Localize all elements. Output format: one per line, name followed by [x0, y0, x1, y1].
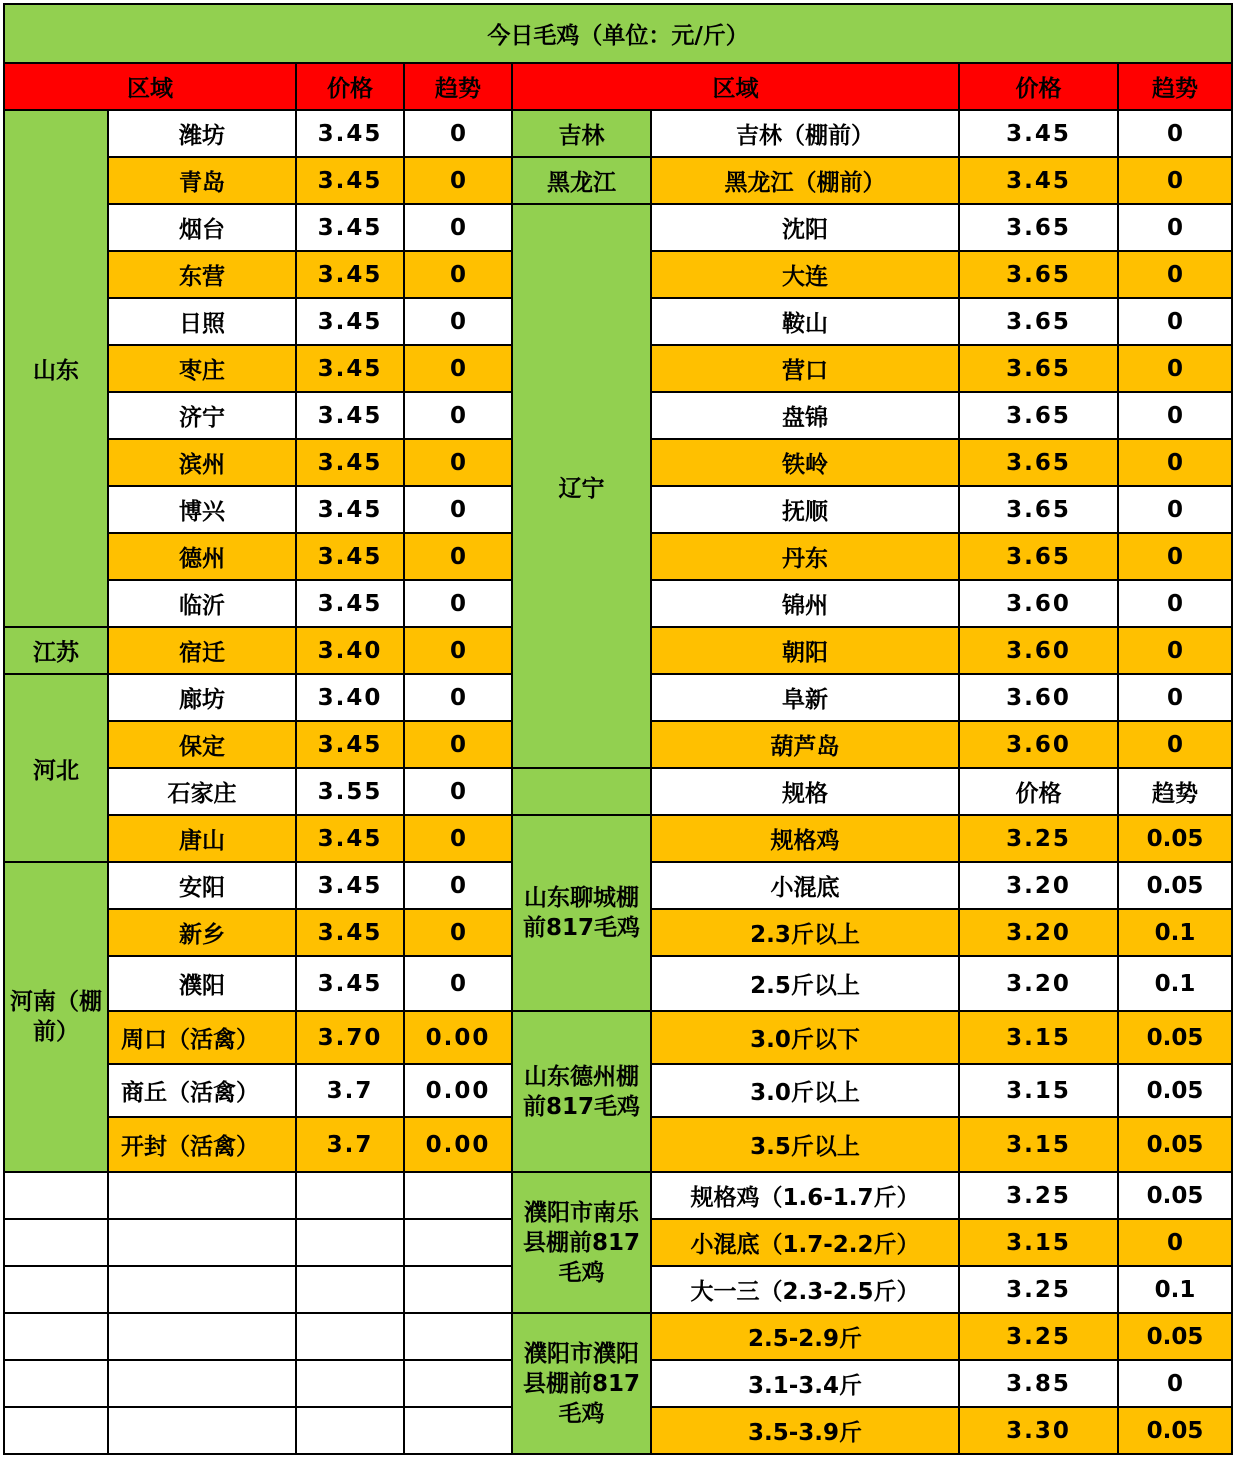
price-cell: 3.45 [296, 439, 404, 486]
table-row [4, 1011, 1232, 1064]
empty-cell [404, 1266, 512, 1313]
trend-cell: 0 [404, 533, 512, 580]
empty-cell [404, 1313, 512, 1360]
price-cell: 3.70 [296, 1011, 404, 1064]
province-cell: 河北 [4, 674, 108, 862]
trend-cell: 0 [404, 157, 512, 204]
trend-cell: 0 [404, 674, 512, 721]
price-cell: 3.45 [296, 862, 404, 909]
trend-cell: 0.05 [1118, 1064, 1232, 1117]
city-cell: 开封（活禽） [108, 1117, 296, 1172]
city-cell: 滨州 [108, 439, 296, 486]
region-cell: 山东聊城棚前817毛鸡 [512, 815, 651, 1011]
trend-cell: 0 [404, 110, 512, 157]
city-cell: 沈阳 [651, 204, 959, 251]
price-cell: 3.45 [296, 345, 404, 392]
city-cell: 阜新 [651, 674, 959, 721]
price-cell: 3.45 [296, 298, 404, 345]
province-cell: 河南（棚前） [4, 862, 108, 1172]
trend-cell: 0 [1118, 1360, 1232, 1407]
region-cell: 濮阳市南乐县棚前817毛鸡 [512, 1172, 651, 1313]
table-row [4, 815, 1232, 862]
trend-cell: 0 [1118, 298, 1232, 345]
price-cell: 3.25 [959, 1172, 1118, 1219]
price-cell: 3.20 [959, 862, 1118, 909]
trend-cell: 0 [404, 392, 512, 439]
empty-cell [404, 1172, 512, 1219]
city-cell: 日照 [108, 298, 296, 345]
empty-cell [4, 1266, 108, 1313]
price-cell: 3.45 [959, 157, 1118, 204]
city-cell: 潍坊 [108, 110, 296, 157]
trend-cell: 0 [1118, 251, 1232, 298]
spec-cell: 大一三（2.3-2.5斤） [651, 1266, 959, 1313]
trend-cell: 0 [404, 862, 512, 909]
price-cell: 3.45 [296, 110, 404, 157]
header-right-region: 区域 [512, 63, 959, 110]
price-cell: 3.45 [296, 815, 404, 862]
table-row [4, 768, 1232, 815]
trend-cell: 0.1 [1118, 1266, 1232, 1313]
city-cell: 鞍山 [651, 298, 959, 345]
price-cell: 3.7 [296, 1117, 404, 1172]
price-cell: 3.45 [296, 580, 404, 627]
price-cell: 3.15 [959, 1011, 1118, 1064]
city-cell: 濮阳 [108, 956, 296, 1011]
city-cell: 宿迁 [108, 627, 296, 674]
city-cell: 黑龙江（棚前） [651, 157, 959, 204]
trend-cell: 0 [404, 627, 512, 674]
price-cell: 3.65 [959, 439, 1118, 486]
price-cell: 3.25 [959, 1313, 1118, 1360]
trend-cell: 0.1 [1118, 956, 1232, 1011]
price-cell: 3.60 [959, 721, 1118, 768]
spec-cell: 小混底 [651, 862, 959, 909]
trend-cell: 0.00 [404, 1011, 512, 1064]
trend-cell: 0 [404, 298, 512, 345]
empty-cell [296, 1313, 404, 1360]
empty-cell [108, 1313, 296, 1360]
province-cell: 江苏 [4, 627, 108, 674]
empty-cell [4, 1313, 108, 1360]
trend-cell: 0 [404, 721, 512, 768]
spec-cell: 3.0斤以下 [651, 1011, 959, 1064]
trend-cell: 0.00 [404, 1117, 512, 1172]
trend-cell: 0 [404, 345, 512, 392]
city-cell: 营口 [651, 345, 959, 392]
city-cell: 安阳 [108, 862, 296, 909]
price-cell: 3.65 [959, 251, 1118, 298]
price-cell: 3.25 [959, 1266, 1118, 1313]
trend-cell: 0 [404, 768, 512, 815]
trend-cell: 0.05 [1118, 1313, 1232, 1360]
spec-cell: 2.5斤以上 [651, 956, 959, 1011]
price-cell: 3.45 [296, 251, 404, 298]
price-cell: 3.45 [296, 157, 404, 204]
price-cell: 3.45 [296, 721, 404, 768]
price-cell: 3.15 [959, 1117, 1118, 1172]
empty-cell [296, 1360, 404, 1407]
empty-cell [4, 1407, 108, 1454]
trend-cell: 0 [404, 956, 512, 1011]
trend-cell: 0.05 [1118, 815, 1232, 862]
price-cell: 3.45 [296, 392, 404, 439]
city-cell: 盘锦 [651, 392, 959, 439]
region-cell: 吉林 [512, 110, 651, 157]
price-cell: 3.65 [959, 392, 1118, 439]
price-cell: 3.40 [296, 627, 404, 674]
price-cell: 3.65 [959, 298, 1118, 345]
city-cell: 新乡 [108, 909, 296, 956]
trend-cell: 0 [1118, 580, 1232, 627]
city-cell: 博兴 [108, 486, 296, 533]
header-left-price: 价格 [296, 63, 404, 110]
city-cell: 抚顺 [651, 486, 959, 533]
city-cell: 青岛 [108, 157, 296, 204]
table-row [4, 1172, 1232, 1219]
trend-cell: 0 [1118, 533, 1232, 580]
empty-cell [108, 1172, 296, 1219]
city-cell: 枣庄 [108, 345, 296, 392]
city-cell: 锦州 [651, 580, 959, 627]
price-cell: 3.65 [959, 486, 1118, 533]
city-cell: 保定 [108, 721, 296, 768]
price-cell: 3.60 [959, 627, 1118, 674]
city-cell: 石家庄 [108, 768, 296, 815]
empty-cell [296, 1172, 404, 1219]
table-row [4, 110, 1232, 157]
price-cell: 3.60 [959, 674, 1118, 721]
city-cell: 廊坊 [108, 674, 296, 721]
trend-cell: 0 [1118, 204, 1232, 251]
price-cell: 3.45 [296, 956, 404, 1011]
city-cell: 大连 [651, 251, 959, 298]
city-cell: 铁岭 [651, 439, 959, 486]
spec-cell: 3.1-3.4斤 [651, 1360, 959, 1407]
city-cell: 东营 [108, 251, 296, 298]
spec-cell: 规格鸡 [651, 815, 959, 862]
header-left-trend: 趋势 [404, 63, 512, 110]
trend-cell: 0 [1118, 392, 1232, 439]
city-cell: 周口（活禽） [108, 1011, 296, 1064]
trend-cell: 0.1 [1118, 909, 1232, 956]
trend-cell: 0.05 [1118, 1117, 1232, 1172]
trend-cell: 0 [404, 439, 512, 486]
empty-cell [108, 1266, 296, 1313]
price-cell: 3.65 [959, 204, 1118, 251]
trend-cell: 0 [1118, 439, 1232, 486]
spec-header-spec: 规格 [651, 768, 959, 815]
price-cell: 3.65 [959, 533, 1118, 580]
trend-cell: 0 [1118, 345, 1232, 392]
price-cell: 3.45 [296, 486, 404, 533]
region-cell: 濮阳市濮阳县棚前817毛鸡 [512, 1313, 651, 1454]
trend-cell: 0 [404, 486, 512, 533]
spec-cell: 3.5-3.9斤 [651, 1407, 959, 1454]
city-cell: 朝阳 [651, 627, 959, 674]
price-cell: 3.25 [959, 815, 1118, 862]
header-right-trend: 趋势 [1118, 63, 1232, 110]
region-cell: 黑龙江 [512, 157, 651, 204]
city-cell: 吉林（棚前） [651, 110, 959, 157]
trend-cell: 0 [404, 909, 512, 956]
trend-cell: 0 [1118, 674, 1232, 721]
spec-cell: 规格鸡（1.6-1.7斤） [651, 1172, 959, 1219]
trend-cell: 0 [404, 580, 512, 627]
region-cell: 山东德州棚前817毛鸡 [512, 1011, 651, 1172]
empty-cell [108, 1407, 296, 1454]
trend-cell: 0 [1118, 627, 1232, 674]
header-left-region: 区域 [4, 63, 296, 110]
empty-cell [296, 1266, 404, 1313]
city-cell: 临沂 [108, 580, 296, 627]
table-row [4, 1313, 1232, 1360]
trend-cell: 0 [1118, 157, 1232, 204]
price-cell: 3.65 [959, 345, 1118, 392]
price-cell: 3.60 [959, 580, 1118, 627]
trend-cell: 0.05 [1118, 862, 1232, 909]
spec-cell: 2.3斤以上 [651, 909, 959, 956]
table-title: 今日毛鸡（单位：元/斤） [4, 4, 1232, 63]
header-right-price: 价格 [959, 63, 1118, 110]
trend-cell: 0 [1118, 721, 1232, 768]
empty-cell [108, 1360, 296, 1407]
price-cell: 3.45 [296, 909, 404, 956]
trend-cell: 0.00 [404, 1064, 512, 1117]
price-cell: 3.85 [959, 1360, 1118, 1407]
empty-cell [4, 1360, 108, 1407]
empty-cell [404, 1219, 512, 1266]
table-row [4, 204, 1232, 251]
spec-header-price: 价格 [959, 768, 1118, 815]
trend-cell: 0.05 [1118, 1011, 1232, 1064]
empty-cell [4, 1172, 108, 1219]
trend-cell: 0 [404, 251, 512, 298]
empty-cell [4, 1219, 108, 1266]
spec-header-trend: 趋势 [1118, 768, 1232, 815]
price-cell: 3.7 [296, 1064, 404, 1117]
empty-cell [404, 1360, 512, 1407]
trend-cell: 0 [1118, 110, 1232, 157]
trend-cell: 0 [1118, 486, 1232, 533]
price-cell: 3.20 [959, 956, 1118, 1011]
spec-cell: 小混底（1.7-2.2斤） [651, 1219, 959, 1266]
price-cell: 3.55 [296, 768, 404, 815]
city-cell: 烟台 [108, 204, 296, 251]
price-cell: 3.40 [296, 674, 404, 721]
province-cell: 山东 [4, 110, 108, 627]
empty-cell [296, 1407, 404, 1454]
price-cell: 3.45 [959, 110, 1118, 157]
trend-cell: 0 [404, 204, 512, 251]
city-cell: 丹东 [651, 533, 959, 580]
empty-cell [404, 1407, 512, 1454]
city-cell: 济宁 [108, 392, 296, 439]
spec-cell: 3.0斤以上 [651, 1064, 959, 1117]
price-cell: 3.15 [959, 1219, 1118, 1266]
region-cell: 辽宁 [512, 204, 651, 768]
city-cell: 德州 [108, 533, 296, 580]
city-cell: 葫芦岛 [651, 721, 959, 768]
empty-cell [108, 1219, 296, 1266]
price-cell: 3.20 [959, 909, 1118, 956]
price-cell: 3.15 [959, 1064, 1118, 1117]
price-table [3, 3, 1233, 1455]
spec-cell: 2.5-2.9斤 [651, 1313, 959, 1360]
empty-cell [296, 1219, 404, 1266]
price-cell: 3.45 [296, 533, 404, 580]
trend-cell: 0 [1118, 1219, 1232, 1266]
price-cell: 3.30 [959, 1407, 1118, 1454]
trend-cell: 0 [404, 815, 512, 862]
trend-cell: 0.05 [1118, 1407, 1232, 1454]
city-cell: 商丘（活禽） [108, 1064, 296, 1117]
trend-cell: 0.05 [1118, 1172, 1232, 1219]
spec-cell: 3.5斤以上 [651, 1117, 959, 1172]
city-cell: 唐山 [108, 815, 296, 862]
table-row [4, 157, 1232, 204]
price-cell: 3.45 [296, 204, 404, 251]
spec-header-blank [512, 768, 651, 815]
